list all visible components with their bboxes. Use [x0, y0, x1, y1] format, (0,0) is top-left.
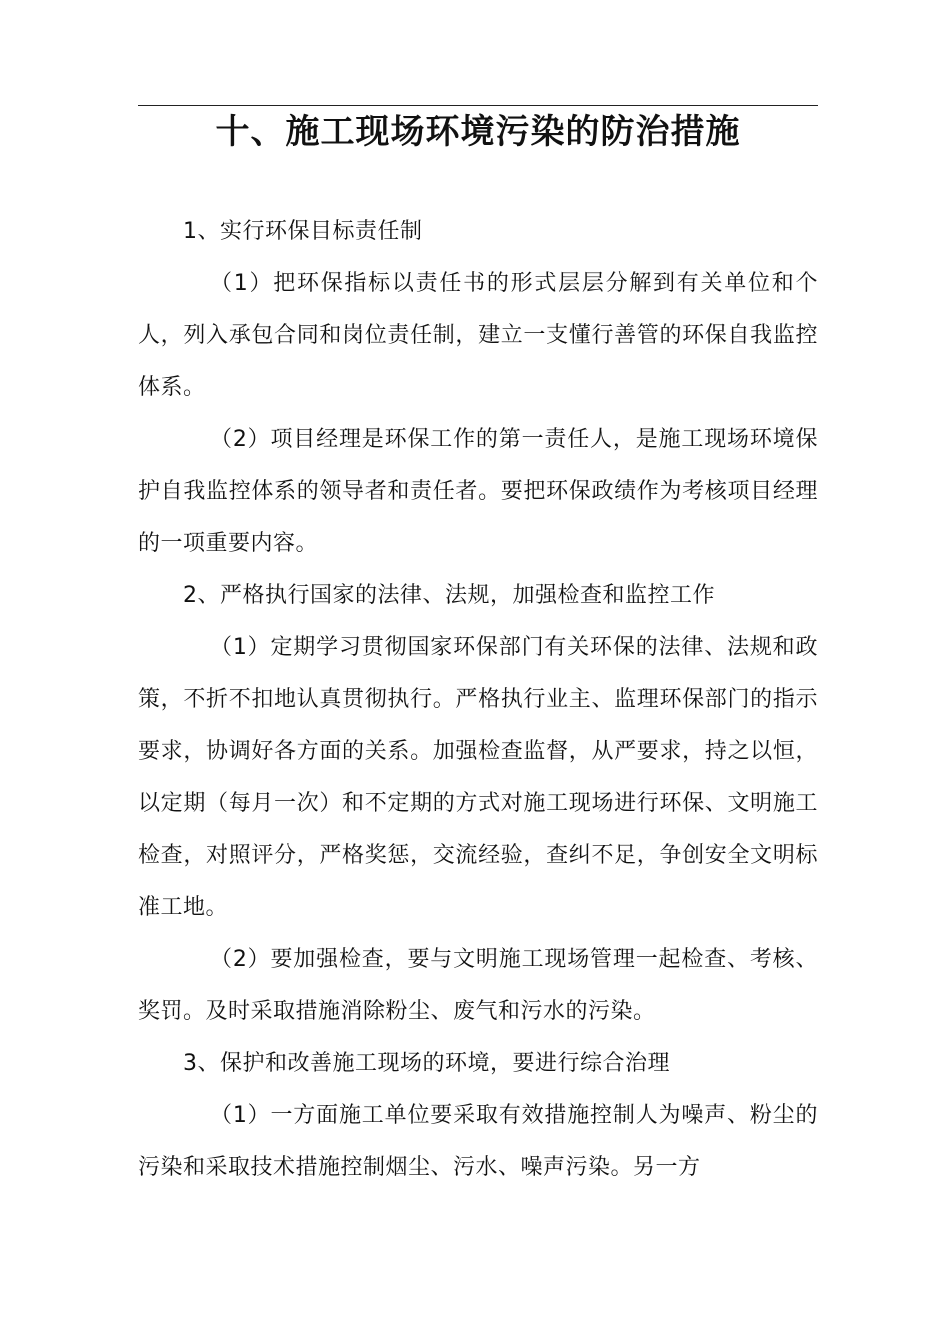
- paragraph-2-2: （2）要加强检查，要与文明施工现场管理一起检查、考核、奖罚。及时采取措施消除粉尘、废气和污水的污染。: [138, 947, 818, 1024]
- section-heading-2: 2、严格执行国家的法律、法规，加强检查和监控工作: [183, 583, 715, 608]
- paragraph-1-2: （2）项目经理是环保工作的第一责任人，是施工现场环境保护自我监控体系的领导者和责任者。要把环保政绩作为考核项目经理的一项重要内容。: [138, 427, 818, 556]
- header-rule: [138, 105, 818, 106]
- section-heading-3: 3、保护和改善施工现场的环境，要进行综合治理: [183, 1051, 670, 1076]
- paragraph-2-1: （1）定期学习贯彻国家环保部门有关环保的法律、法规和政策，不折不扣地认真贯彻执行。严格执行业主、监理环保部门的指示要求，协调好各方面的关系。加强检查监督，从严要求，持之以恒，以定期（每月一次）和不定期的方式对施工现场进行环保、文明施工检查，对照评分，严格奖惩，交流经验，查纠不足，争创安全文明标准工地。: [138, 635, 818, 920]
- page-title: 十、施工现场环境污染的防治措施: [215, 112, 741, 152]
- paragraph-1-1: （1）把环保指标以责任书的形式层层分解到有关单位和个人，列入承包合同和岗位责任制，建立一支懂行善管的环保自我监控体系。: [138, 271, 818, 400]
- section-heading-1: 1、实行环保目标责任制: [183, 219, 423, 244]
- document-body: [138, 206, 818, 1194]
- paragraph-3-1: （1）一方面施工单位要采取有效措施控制人为噪声、粉尘的污染和采取技术措施控制烟尘、污水、噪声污染。另一方: [138, 1103, 818, 1180]
